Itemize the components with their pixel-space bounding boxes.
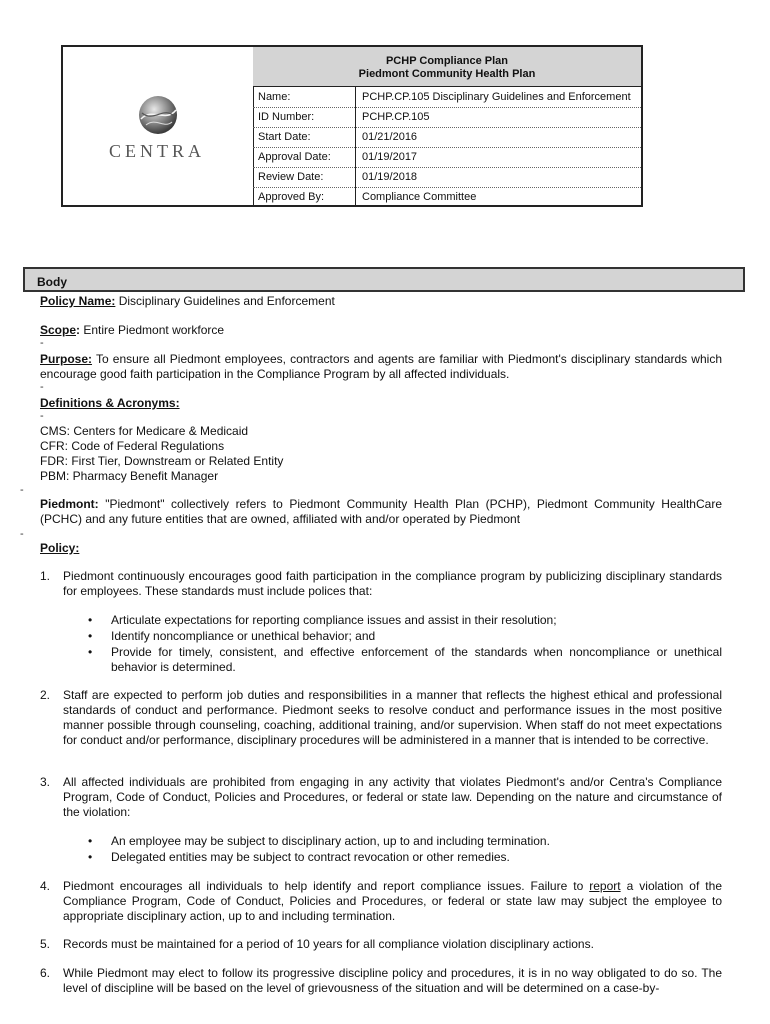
policy-item-4 — [63, 879, 722, 924]
plan-title — [253, 47, 641, 87]
item-4-text-b: a violation of the Compliance Program, Code of Conduct, Policies and Procedures, or federal or state law may subject the employee to appropriate disciplinary action, up to and including termination. — [63, 879, 722, 923]
policy-heading — [40, 541, 722, 556]
purpose-label: Purpose: — [40, 352, 93, 366]
margin-mark: - — [20, 528, 24, 540]
policy-item-3: All affected individuals are prohibited from engaging in any activity that violates Piedmont's and/or Centra's Compliance Program, Code of Conduct, Policies and Procedures, or federal or state law. Depending on the nature and circumstance of the violation: — [63, 775, 722, 819]
meta-label: Review Date: — [258, 171, 324, 183]
definitions-label: Definitions & Acronyms: — [40, 396, 180, 410]
policy-label: Policy: — [40, 541, 80, 555]
bullet-item: Identify noncompliance or unethical behavior; and — [111, 629, 376, 643]
meta-row-id — [253, 107, 641, 128]
policy-item-6: While Piedmont may elect to follow its progressive discipline policy and procedures, it is in no way obligated to do so. The level of discipline will be based on the level of grievousness of the situation and will be determined on a case-by- — [63, 966, 722, 995]
margin-mark: - — [20, 484, 24, 496]
bullet: • — [88, 850, 93, 864]
policy-name-line — [40, 294, 722, 309]
scope-value: Entire Piedmont workforce — [83, 323, 225, 337]
piedmont-definition — [40, 497, 722, 527]
list-number: 6. — [40, 966, 51, 980]
policy-item-1: Piedmont continuously encourages good faith participation in the compliance program by publicizing disciplinary standards for employees. These standards must include polices that: — [63, 569, 722, 598]
policy-item-5: Records must be maintained for a period of 10 years for all compliance violation disciplinary actions. — [63, 937, 594, 951]
bullet: • — [88, 834, 93, 848]
bullet-item: An employee may be subject to disciplinary action, up to and including termination. — [111, 834, 550, 848]
bullet-item: Delegated entities may be subject to contract revocation or other remedies. — [111, 850, 510, 864]
report-link-text: report — [589, 879, 621, 893]
list-number: 2. — [40, 688, 51, 702]
meta-row-review-date — [253, 167, 641, 188]
meta-row-approved-by — [253, 187, 641, 207]
meta-row-approval-date — [253, 147, 641, 168]
plan-title-line: PCHP Compliance Plan — [385, 55, 509, 67]
purpose-text: To ensure all Piedmont employees, contractors and agents are familiar with Piedmont's disciplinary standards which encourage good faith participation in the Compliance Program by all affected individuals. — [40, 352, 722, 381]
meta-row-start-date — [253, 127, 641, 148]
document-header-table — [61, 45, 643, 207]
definitions-heading — [40, 396, 722, 411]
margin-mark: - — [40, 337, 44, 349]
bullet: • — [88, 613, 93, 627]
margin-mark: - — [40, 381, 44, 393]
meta-value: 01/21/2016 — [362, 131, 418, 143]
policy-name-value: Disciplinary Guidelines and Enforcement — [118, 294, 335, 308]
policy-name-label: Policy Name: — [40, 294, 116, 308]
purpose-paragraph — [40, 352, 722, 382]
acronym-item: PBM: Pharmacy Benefit Manager — [40, 469, 219, 483]
bullet: • — [88, 629, 93, 643]
piedmont-text: "Piedmont" collectively refers to Piedmont Community Health Plan (PCHP), Piedmont Community HealthCare (PCHC) and any future entities that are owned, affiliated with and/or operated by Piedmont — [40, 497, 722, 526]
meta-value: 01/19/2017 — [362, 151, 418, 163]
policy-item-2: Staff are expected to perform job duties and responsibilities in a manner that reflects the highest ethical and professional standards of conduct and performance. Piedmont seeks to resolve conduct and performance issues in the most positive manner possible through counseling, coaching, additional training, and/or supervision. When staff do not meet expectations for conduct and/or performance, disciplinary procedures will be administered in a manner that is intended to be corrective. — [63, 688, 722, 747]
acronym-item: CFR: Code of Federal Regulations — [40, 439, 225, 453]
margin-mark: - — [40, 410, 44, 422]
scope-label: Scope — [40, 323, 77, 337]
plan-subtitle-line: Piedmont Community Health Plan — [358, 68, 536, 80]
list-number: 4. — [40, 879, 51, 893]
meta-value: PCHP.CP.105 Disciplinary Guidelines and Enforcement — [362, 91, 631, 103]
svg-text:CENTRA: CENTRA — [109, 141, 205, 161]
meta-value: 01/19/2018 — [362, 171, 418, 183]
list-number: 5. — [40, 937, 51, 951]
item-4-text-a: Piedmont encourages all individuals to help identify and report compliance issues. Failure to — [63, 879, 590, 893]
bullet-item: Articulate expectations for reporting compliance issues and assist in their resolution; — [111, 613, 557, 627]
meta-label: Start Date: — [258, 131, 311, 143]
meta-label: Approved By: — [258, 191, 325, 203]
piedmont-label: Piedmont: — [40, 497, 99, 511]
list-number: 3. — [40, 775, 51, 789]
body-section-header: Body — [23, 267, 745, 292]
scope-line: Scope: Entire Piedmont workforce — [40, 323, 225, 337]
meta-row-name — [253, 87, 641, 108]
meta-value: Compliance Committee — [362, 191, 477, 203]
meta-value: PCHP.CP.105 — [362, 111, 430, 123]
acronym-item: CMS: Centers for Medicare & Medicaid — [40, 424, 249, 438]
bullet: • — [88, 645, 93, 659]
logo-cell — [63, 47, 254, 205]
list-number: 1. — [40, 569, 51, 583]
meta-label: ID Number: — [258, 111, 315, 123]
centra-logo — [94, 93, 220, 165]
acronym-item: FDR: First Tier, Downstream or Related Entity — [40, 454, 284, 468]
meta-label: Name: — [258, 91, 291, 103]
meta-label: Approval Date: — [258, 151, 331, 163]
bullet-item: Provide for timely, consistent, and effective enforcement of the standards when noncompliance or unethical behavior is determined. — [111, 645, 722, 674]
